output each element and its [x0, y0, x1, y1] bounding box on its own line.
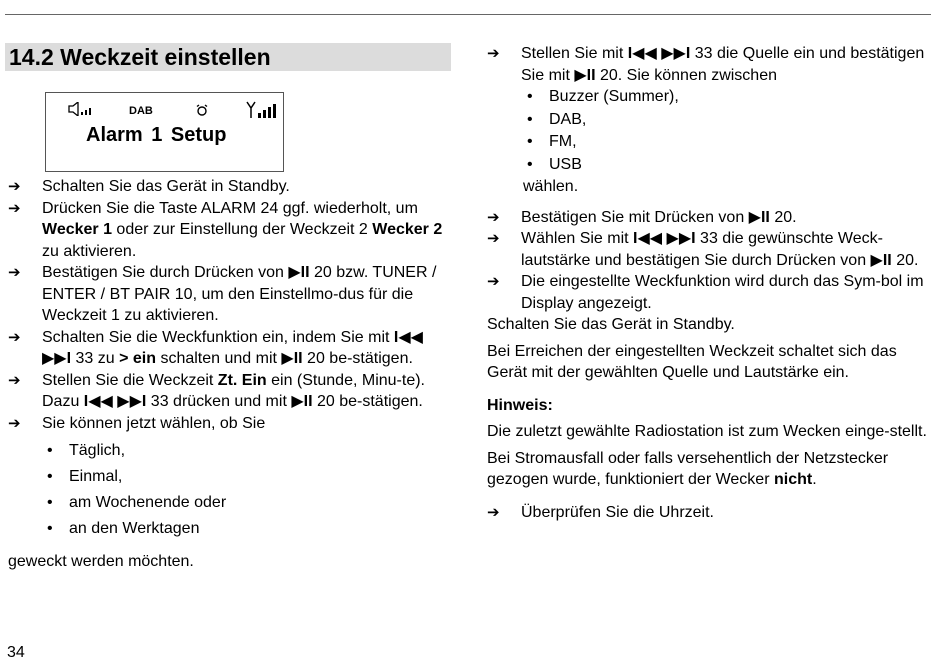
arrow-right-icon: ➔ [487, 230, 500, 247]
instruction-step: ➔ Bestätigen Sie durch Drücken von ▶II 20 bzw. TUNER / ENTER / BT PAIR 10, um den Einstellmo-dus für die Weckzeit 1 zu aktivieren. [8, 264, 437, 324]
arrow-right-icon: ➔ [487, 503, 500, 521]
instruction-step: ➔ Drücken Sie die Taste ALARM 24 ggf. wiederholt, um Wecker 1 oder zur Einstellung der Weckzeit 2 Wecker 2 zu aktivieren. [8, 199, 443, 260]
step-text: Schalten Sie das Gerät in Standby. [42, 178, 290, 195]
list-item: • FM, [549, 131, 932, 154]
list-item: • Täglich, [69, 438, 448, 464]
play-pause-symbol: ▶II [748, 208, 770, 226]
paragraph: Schalten Sie das Gerät in Standby. [487, 316, 735, 333]
arrow-right-icon: ➔ [8, 199, 21, 217]
alarm-clock-icon [196, 104, 208, 116]
list-item: • an den Werktagen [69, 516, 448, 542]
left-column [8, 176, 448, 573]
list-item: • USB [549, 154, 932, 177]
play-pause-symbol: ▶II [291, 393, 313, 410]
speaker-volume-icon [68, 102, 94, 116]
instruction-step: ➔ Wählen Sie mit I◀◀ ▶▶I 33 die gewünschte Weck-lautstärke und bestätigen Sie durch Drücken von ▶II 20. [487, 230, 919, 269]
play-pause-symbol: ▶II [574, 66, 596, 84]
list-item: • DAB, [549, 109, 932, 132]
display-source: DAB [129, 105, 153, 117]
play-pause-symbol: ▶II [870, 251, 892, 269]
section-heading: 14.2 Weckzeit einstellen [5, 43, 451, 71]
list-item: • Einmal, [69, 464, 448, 490]
skip-symbol: I◀◀ ▶▶I [627, 45, 691, 62]
note-text: Bei Stromausfall oder falls versehentlich der Netzstecker gezogen wurde, funktioniert der Wecker nicht. [487, 449, 889, 488]
instruction-step: ➔ Überprüfen Sie die Uhrzeit. [487, 502, 932, 524]
arrow-right-icon: ➔ [8, 178, 21, 195]
instruction-step: ➔ Bestätigen Sie mit Drücken von ▶II 20. [487, 207, 932, 229]
right-column [487, 43, 932, 523]
skip-symbol: I◀◀ ▶▶I [83, 393, 147, 410]
skip-symbol: I◀◀ ▶▶I [42, 328, 423, 367]
instruction-step: ➔ Die eingestellte Weckfunktion wird durch das Sym-bol im Display angezeigt. [487, 273, 924, 312]
instruction-step: ➔ Schalten Sie die Weckfunktion ein, indem Sie mit I◀◀ ▶▶I 33 zu > ein schalten und mit ▶II 20 be-stätigen. [8, 328, 423, 367]
page-number: 34 [7, 644, 25, 661]
play-pause-symbol: ▶II [288, 264, 310, 281]
arrow-right-icon: ➔ [487, 208, 500, 226]
arrow-right-icon: ➔ [487, 45, 500, 62]
instruction-step: ➔ Stellen Sie die Weckzeit Zt. Ein ein (Stunde, Minu-te). Dazu I◀◀ ▶▶I 33 drücken und mit ▶II 20 be-stätigen. [8, 371, 425, 410]
closing-text: geweckt werden möchten. [8, 553, 194, 570]
skip-symbol: I◀◀ ▶▶I [633, 230, 696, 247]
instruction-step: ➔ Stellen Sie mit I◀◀ ▶▶I 33 die Quelle ein und bestätigen Sie mit ▶II 20. Sie können zwischen [487, 45, 925, 84]
arrow-right-icon: ➔ [8, 371, 21, 389]
arrow-right-icon: ➔ [8, 414, 21, 432]
instruction-step [8, 176, 448, 198]
instruction-step: ➔ Sie können jetzt wählen, ob Sie [8, 413, 448, 435]
source-list [549, 86, 932, 176]
display-text: Alarm 1 Setup [86, 124, 227, 146]
waehlen-text: wählen. [523, 178, 579, 195]
arrow-right-icon: ➔ [8, 264, 21, 281]
wake-options-list [69, 438, 448, 542]
paragraph: Bei Erreichen der eingestellten Weckzeit schaltet sich das Gerät mit der gewählten Quelle und Lautstärke ein. [487, 342, 897, 381]
list-item: • am Wochenende oder [69, 490, 448, 516]
note-text: Die zuletzt gewählte Radiostation ist zum Wecken einge-stellt. [487, 423, 927, 440]
display-illustration [45, 92, 284, 172]
list-item: • Buzzer (Summer), [549, 86, 932, 109]
signal-strength-icon [246, 101, 280, 119]
arrow-right-icon: ➔ [487, 273, 500, 290]
top-rule [5, 14, 931, 15]
note-heading: Hinweis: [487, 396, 553, 414]
play-pause-symbol: ▶II [281, 350, 303, 367]
arrow-right-icon: ➔ [8, 328, 21, 346]
